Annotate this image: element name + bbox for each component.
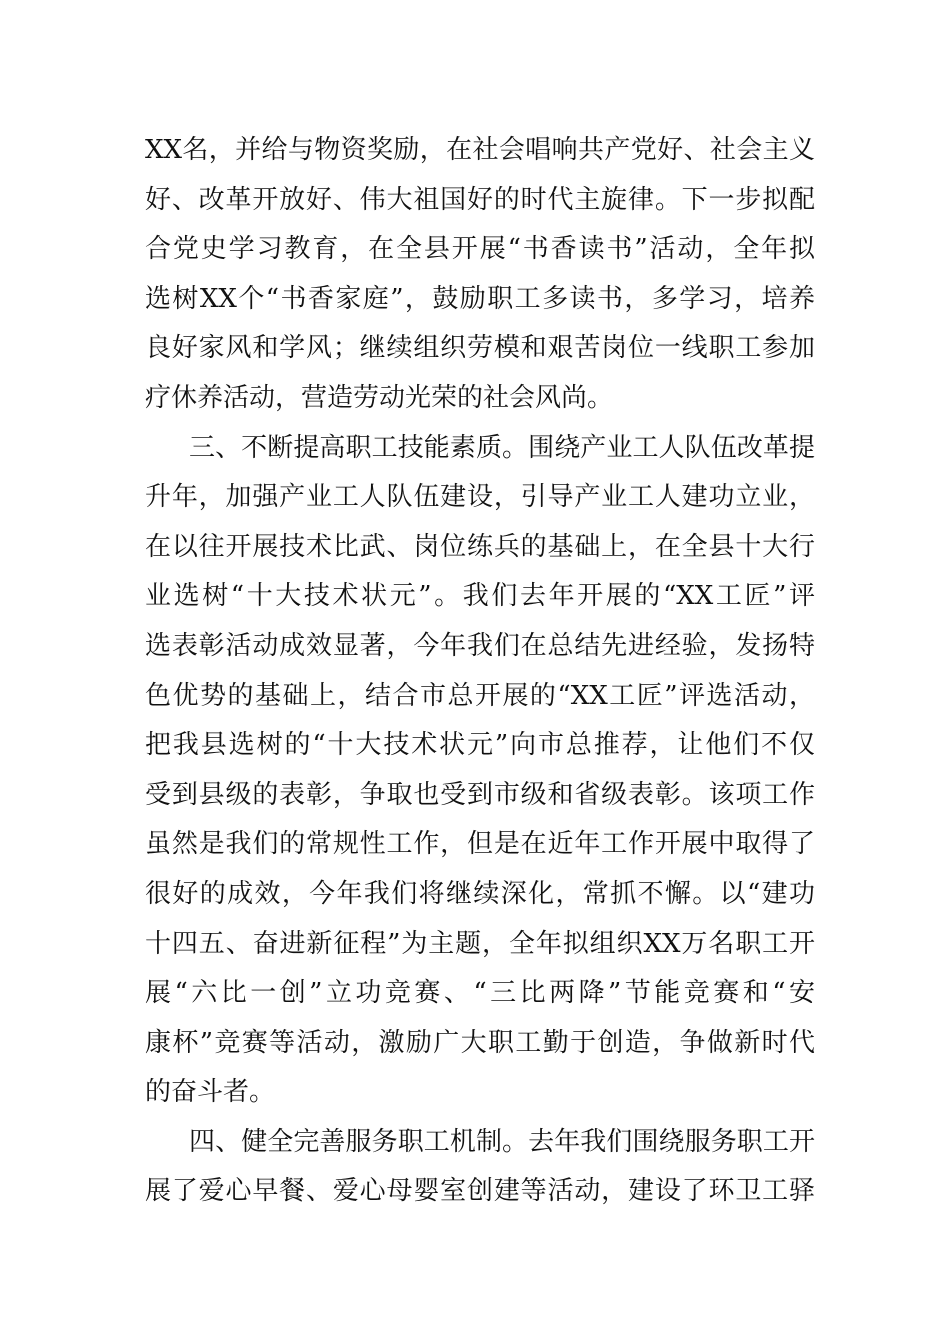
paragraph-1-line-1: XX名，并给与物资奖励，在社会唱响共产党好、社会主义 [145,135,815,165]
body-text [145,126,815,1217]
paragraph-1-line-2: 好、改革开放好、伟大祖国好的时代主旋律。下一步拟配 [145,184,815,215]
paragraph-1-line-5: 良好家风和学风；继续组织劳模和艰苦岗位一线职工参加 [145,333,815,364]
paragraph-2-line-1: 三、不断提高职工技能素质。围绕产业工人队伍改革提 [189,432,815,463]
paragraph-2-line-3: 在以往开展技术比武、岗位练兵的基础上，在全县十大行 [145,531,815,562]
paragraph-1-line-4: 选树XX个“书香家庭”，鼓励职工多读书，多学习，培养 [145,283,815,314]
paragraph-2-line-12: 展“六比一创”立功竞赛、“三比两降”节能竞赛和“安 [145,978,815,1009]
paragraph-2-line-7: 把我县选树的“十大技术状元”向市总推荐，让他们不仅 [145,730,815,761]
paragraph-2-line-11: 十四五、奋进新征程”为主题，全年拟组织XX万名职工开 [145,928,815,959]
paragraph-2-line-8: 受到县级的表彰，争取也受到市级和省级表彰。该项工作 [145,779,815,810]
paragraph-2-line-9: 虽然是我们的常规性工作，但是在近年工作开展中取得了 [145,829,815,860]
paragraph-2-line-14: 的奋斗者。 [145,1077,276,1108]
paragraph-2-line-13: 康杯”竞赛等活动，激励广大职工勤于创造，争做新时代 [145,1027,815,1058]
paragraph-2-line-6: 色优势的基础上，结合市总开展的“XX工匠”评选活动， [145,680,815,711]
paragraph-2-line-4: 业选树“十大技术状元”。我们去年开展的“XX工匠”评 [145,581,815,612]
paragraph-2-line-2: 升年，加强产业工人队伍建设，引导产业工人建功立业， [145,482,815,513]
paragraph-2-line-5: 选表彰活动成效显著，今年我们在总结先进经验，发扬特 [145,630,815,661]
paragraph-1-line-6: 疗休养活动，营造劳动光荣的社会风尚。 [145,382,614,413]
paragraph-2-line-10: 很好的成效，今年我们将继续深化，常抓不懈。以“建功 [145,878,815,909]
paragraph-3-line-2: 展了爱心早餐、爱心母婴室创建等活动，建设了环卫工驿 [145,1176,815,1207]
paragraph-1-line-3: 合党史学习教育，在全县开展“书香读书”活动，全年拟 [145,234,815,265]
paragraph-3-line-1: 四、健全完善服务职工机制。去年我们围绕服务职工开 [189,1126,815,1157]
